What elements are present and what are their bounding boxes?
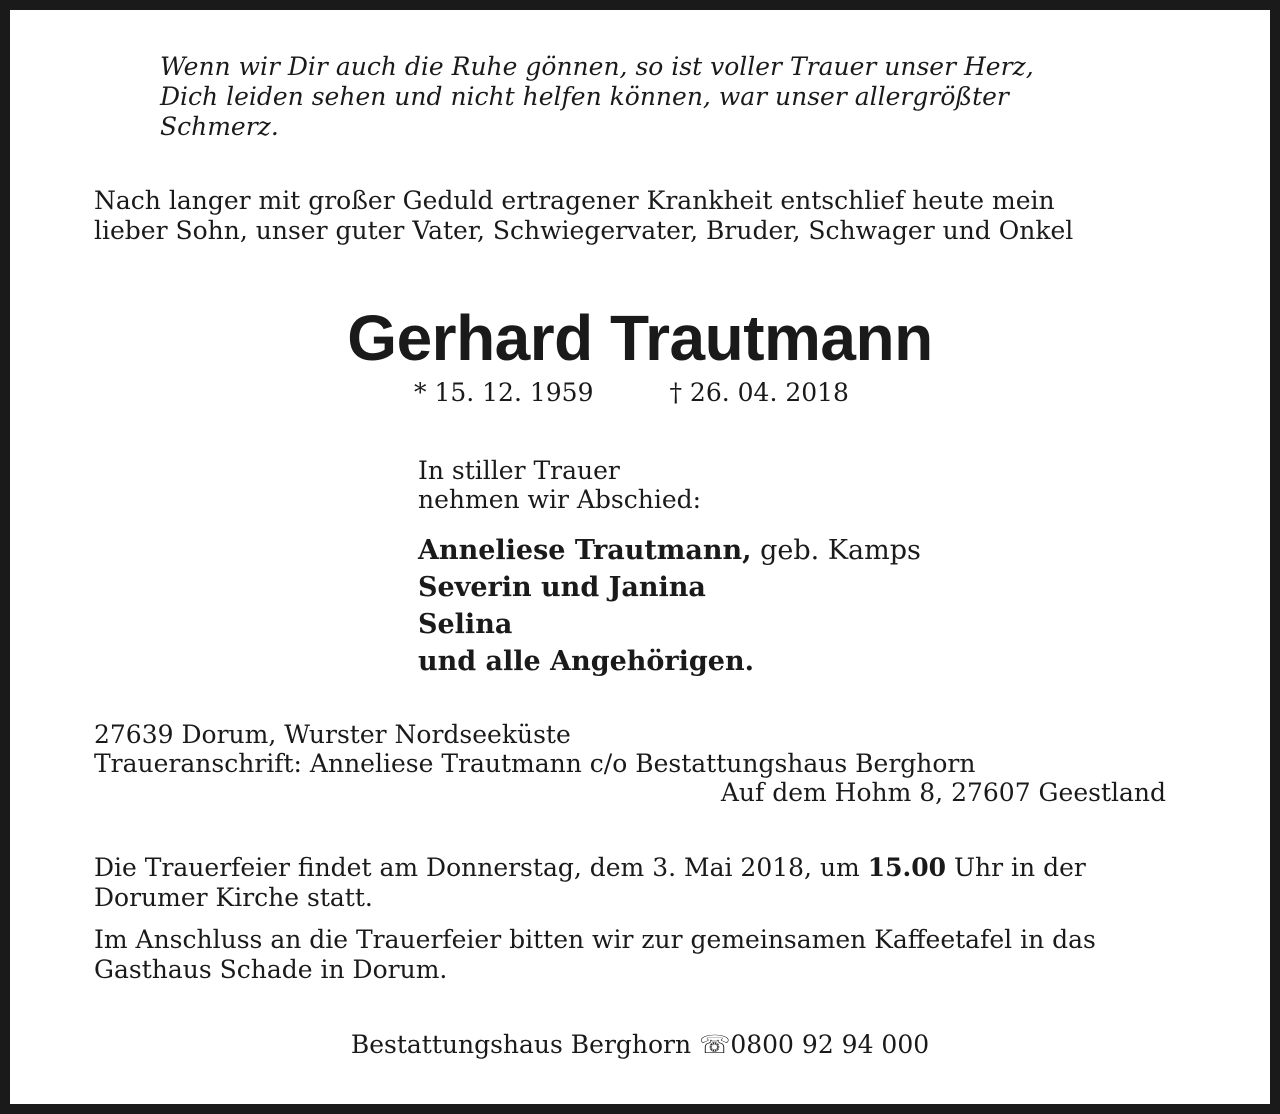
address-street: Auf dem Hohm 8, 27607 Geestland — [720, 778, 1166, 807]
mourner-children: Severin und Janina — [418, 572, 706, 603]
reception-line-1: Im Anschluss an die Trauerfeier bitten wir zur gemeinsamen Kaffeetafel in das — [94, 925, 1096, 954]
mourner-wife-name: Anneliese Trautmann, — [418, 535, 752, 566]
reception-info — [94, 925, 1096, 985]
mourner-relatives: und alle Angehörigen. — [418, 646, 754, 677]
address-city: 27639 Dorum, Wurster Nordseeküste — [94, 720, 571, 749]
announcement-intro — [94, 186, 1073, 246]
mourner-wife-maiden-name: geb. Kamps — [751, 535, 921, 566]
ceremony-line-1 — [94, 853, 1086, 883]
funeral-home-name: Bestattungshaus Berghorn — [350, 1030, 692, 1059]
verse-line-2: Dich leiden sehen und nicht helfen können, war unser allergrößter — [160, 82, 1009, 111]
mourning-line-1: In stiller Trauer — [418, 456, 620, 485]
mourning-line-2: nehmen wir Abschied: — [418, 485, 702, 514]
mourners-list — [418, 532, 921, 680]
verse-line-1: Wenn wir Dir auch die Ruhe gönnen, so ist voller Trauer unser Herz, — [160, 52, 1034, 81]
ceremony-text: Die Trauerfeier findet am Donnerstag, dem 3. Mai 2018, um — [94, 853, 868, 882]
funeral-home-contact — [0, 1030, 1280, 1060]
verse-line-3: Schmerz. — [160, 112, 279, 141]
mourning-address — [94, 720, 1166, 807]
deceased-name: Gerhard Trautmann — [347, 302, 933, 374]
address-mourning: Traueranschrift: Anneliese Trautmann c/o Bestattungshaus Berghorn — [94, 749, 976, 778]
mourner-grandchild: Selina — [418, 609, 513, 640]
telephone-icon: ☏ — [699, 1030, 731, 1059]
reception-line-2: Gasthaus Schade in Dorum. — [94, 955, 448, 984]
memorial-verse — [160, 52, 1034, 142]
mourner-wife — [418, 532, 921, 569]
intro-line-2: lieber Sohn, unser guter Vater, Schwiegervater, Bruder, Schwager und Onkel — [94, 216, 1074, 245]
ceremony-time: 15.00 — [867, 853, 947, 882]
death-date: † 26. 04. 2018 — [669, 378, 849, 407]
phone-number: 0800 92 94 000 — [730, 1030, 930, 1059]
life-dates — [414, 378, 849, 408]
mourning-statement — [418, 456, 701, 514]
funeral-ceremony-info — [94, 853, 1086, 913]
birth-date: * 15. 12. 1959 — [414, 378, 594, 407]
ceremony-line-2: Dorumer Kirche statt. — [94, 883, 373, 912]
intro-line-1: Nach langer mit großer Geduld ertragener Krankheit entschlief heute mein — [94, 186, 1055, 215]
ceremony-text-end: Uhr in der — [946, 853, 1086, 882]
